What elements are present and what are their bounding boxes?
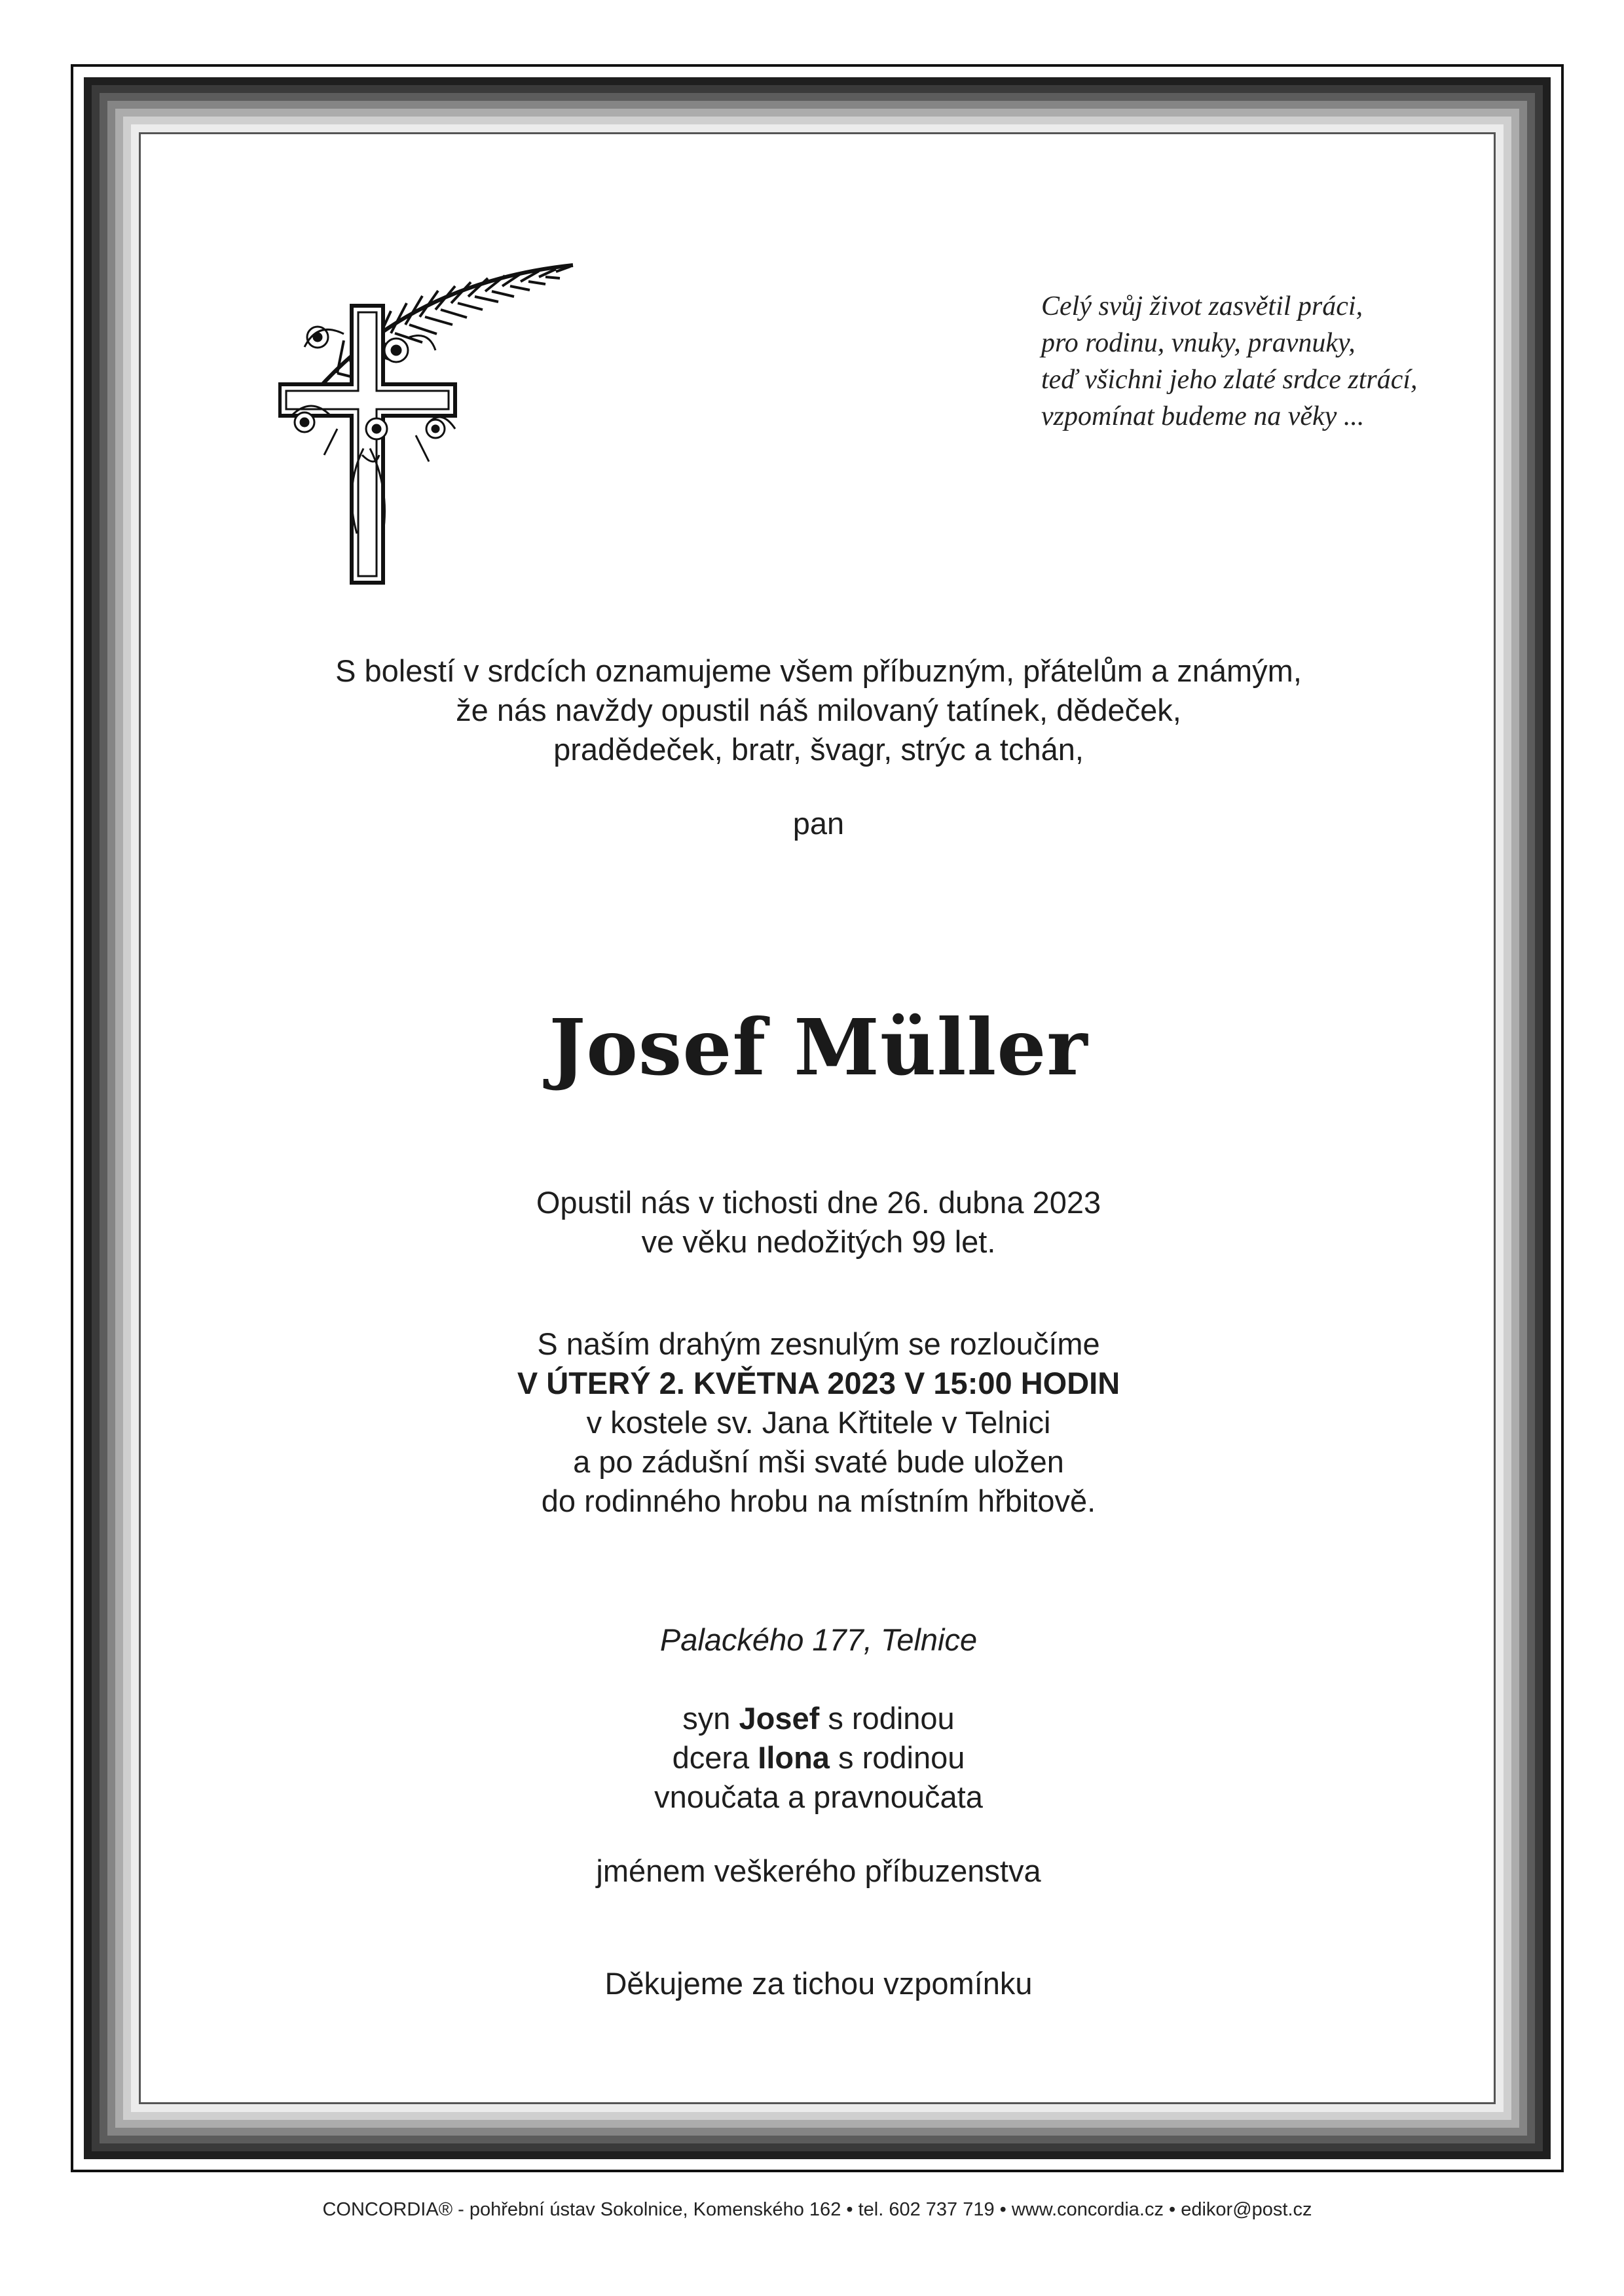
mourner-daughter: dcera Ilona s rodinou	[672, 1740, 965, 1775]
poem-line: pro rodinu, vnuky, pravnuky,	[1041, 328, 1356, 358]
poem-line: Celý svůj život zasvětil práci,	[1041, 291, 1363, 321]
deceased-name: Josef Müller	[549, 1002, 1088, 1093]
mourner-son: syn Josef s rodinou	[682, 1701, 955, 1736]
death-info	[164, 1183, 1473, 1262]
daughter-name: Ilona	[758, 1740, 830, 1775]
announcement-line: pradědeček, bratr, švagr, strýc a tchán,	[553, 732, 1084, 767]
poem-line: teď všichni jeho zlaté srdce ztrácí,	[1041, 365, 1418, 395]
memorial-poem	[1041, 288, 1513, 435]
salutation: pan	[792, 806, 845, 841]
on-behalf: jménem veškerého příbuzenstva	[596, 1853, 1041, 1888]
death-date: Opustil nás v tichosti dne 26. dubna 2023	[536, 1185, 1101, 1220]
funeral-line: S naším drahým zesnulým se rozloučíme	[537, 1326, 1100, 1361]
funeral-datetime: V ÚTERÝ 2. KVĚTNA 2023 V 15:00 HODIN	[517, 1366, 1120, 1400]
announcement	[164, 651, 1473, 769]
mourner-grandchildren: vnoučata a pravnoučata	[654, 1779, 983, 1814]
announcement-line: S bolestí v srdcích oznamujeme všem příbuzným, přátelům a známým,	[335, 653, 1302, 688]
family-address: Palackého 177, Telnice	[659, 1622, 978, 1657]
mourners	[164, 1699, 1473, 1817]
funeral-line: v kostele sv. Jana Křtitele v Telnici	[586, 1405, 1051, 1440]
funeral-line: a po zádušní mši svaté bude uložen	[573, 1444, 1064, 1479]
thanks: Děkujeme za tichou vzpomínku	[604, 1966, 1033, 2001]
announcement-line: že nás navždy opustil náš milovaný tatínek, dědeček,	[456, 693, 1181, 727]
poem-line: vzpomínat budeme na věky ...	[1041, 401, 1365, 431]
funeral-info	[164, 1324, 1473, 1521]
son-name: Josef	[739, 1701, 820, 1736]
footer-imprint: CONCORDIA® - pohřební ústav Sokolnice, Komenského 162 • tel. 602 737 719 • www.concordia.cz • edikor@post.cz	[322, 2199, 1312, 2220]
death-age: ve věku nedožitých 99 let.	[641, 1224, 996, 1259]
cross-with-palm-icon	[278, 232, 645, 625]
funeral-line: do rodinného hrobu na místním hřbitově.	[541, 1484, 1096, 1518]
